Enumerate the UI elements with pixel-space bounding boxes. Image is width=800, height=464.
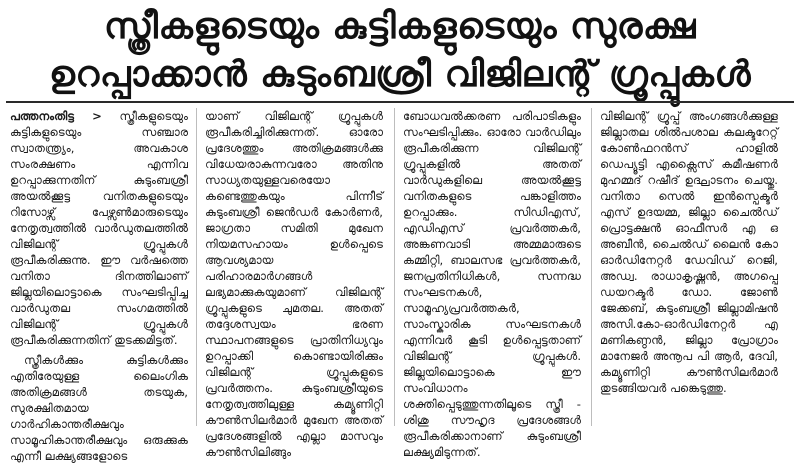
article-column-4: [600, 108, 778, 426]
article-column-3: [403, 108, 581, 459]
column-divider: [591, 108, 592, 426]
paragraph-1-text: സ്ത്രീകളുടെയും കുട്ടികളുടെയും സഞ്ചാര സ്വാതന്ത്ര്യം, അവകാശ സംരക്ഷണം എന്നിവ ഉറപ്പാക്കുന്നതിന് കുടുംബശ്രീ അയൽക്കൂട്ട വനിതകളുടെയും റിസോഴ്സ് പേഴ്സൺമാരുടെയും നേതൃത്വത്തിൽ വാർഡുതലത്തിൽ വിജിലന്റ് ഗ്രൂപ്പുകൾ രൂപീകരിക്കുന്നു. ഈ വർഷത്തെ വനിതാ ദിനത്തിലാണ് ജില്ലയിലൊട്ടാകെ സംഘടിപ്പിച്ച വാർഡുതല സംഗമത്തിൽ വിജിലന്റ് ഗ്രൂപ്പുകൾ രൂപീകരിക്കുന്നതിന് തുടക്കമിട്ടത്.: [10, 109, 189, 347]
headline-line-1: സ്ത്രീകളുടെയും കുട്ടികളുടെയും സുരക്ഷ: [104, 6, 696, 47]
article-column-2: [205, 108, 383, 459]
column-divider: [196, 108, 197, 426]
dateline: പത്തനംതിട്ട >: [10, 109, 102, 123]
column-divider: [394, 108, 395, 426]
article-paragraph-2: സ്ത്രീകൾക്കും കുട്ടികൾക്കും എതിരേയുള്ള ലൈംഗിക അതിക്രമങ്ങൾ തടയുക, സുരക്ഷിതമായ ഗാർഹികാന്തരീക്ഷവും സാമൂഹികാന്തരീക്ഷവും ഒരുക്കുക എന്നീ ലക്ഷ്യങ്ങളോടെ: [10, 353, 188, 463]
article-column-1: [10, 108, 189, 463]
column-2-text: യാണ് വിജിലന്റ് ഗ്രൂപ്പുകൾ രൂപീകരിച്ചിരിക്കുന്നത്. ഓരോ പ്രദേശത്തും അതിക്രമങ്ങൾക്കു വിധേയരാകുന്നവരോ അതിനു സാധ്യതയുള്ളവരെയോ കണ്ടെത്തുകയും പിന്നീട് കുടുംബശ്രീ ജെൻഡർ കോർണർ, ജാഗ്രതാ സമിതി മുഖേന നിയമസഹായം ഉൾപ്പെടെ ആവശ്യമായ പരിഹാരമാർഗങ്ങൾ ലഭ്യമാക്കുകയുമാണ് വിജിലന്റ് ഗ്രൂപ്പുകളുടെ ചുമതല. അതത് തദ്ദേശസ്വയം ഭരണ സ്ഥാപനങ്ങളുടെ പ്രാതിനിധ്യവും ഉറപ്പാക്കി കൊണ്ടായിരിക്കും വിജിലന്റ് ഗ്രൂപ്പുകളുടെ പ്രവർത്തനം. കുടുംബശ്രീയുടെ നേതൃത്വത്തിലുള്ള കമ്യൂണിറ്റി കൗൺസിലർമാർ മുഖേന അതത് പ്രദേശങ്ങളിൽ എല്ലാ മാസവും കൗൺസിലിങ്ങും: [205, 109, 383, 459]
headline-rule: [6, 101, 794, 103]
column-4-text: വിജിലന്റ് ഗ്രൂപ്പ് അംഗങ്ങൾക്കുള്ള ജില്ലാതല ശിൽപശാല കലക്ടറേറ്റ് കോൺഫറൻസ് ഹാളിൽ ഡെപ്യൂട്ടി എക്സൈസ് കമീഷണർ മുഹമ്മദ് റഷീദ് ഉദ്ഘാടനം ചെയ്തു. വനിതാ സെൽ ഇൻസ്പെക്ടർ എസ് ഉദയമ്മ, ജില്ലാ ചൈൽഡ് പ്രൊട്ടക്ഷൻ ഓഫീസർ എ ഒ അബീൻ, ചൈൽഡ് ലൈൻ കോ ഓർഡിനേറ്റർ ഡേവിഡ് റെജി, അഡ്വ. രാധാകൃഷ്ണൻ, അഗപ്പെ ഡയറക്ടർ ഡോ. ജോൺ ജേക്കബ്, കുടുംബശ്രീ ജില്ലാമിഷൻ അസി.കോ-ഓർഡിനേറ്റർ എ മണികണ്ഠൻ, ജില്ലാ പ്രോഗ്രാം മാനേജർ അനൂപ പി ആർ, ദേവി, കമ്യൂണിറ്റി കൗൺസിലർമാർ തുടങ്ങിയവർ പങ്കെടുത്തു.: [600, 109, 778, 395]
article-paragraph-1: [10, 108, 188, 348]
column-3-text: ബോധവൽക്കരണ പരിപാടികളും സംഘടിപ്പിക്കും. ഓരോ വാർഡിലും രൂപീകരിക്കുന്ന വിജിലന്റ് ഗ്രൂപ്പുകളിൽ അതത് വാർഡുകളിലെ അയൽക്കൂട്ട വനിതകളുടെ പങ്കാളിത്തം ഉറപ്പാക്കും. സിഡിഎസ്, എഡിഎസ് പ്രവർത്തകർ, അങ്കണവാടി അമ്മമാരുടെ കമ്മിറ്റി, ബാലസഭ പ്രവർത്തകർ, ജനപ്രതിനിധികൾ, സന്നദ്ധ സംഘടനകൾ, സാമൂഹ്യപ്രവർത്തകർ, സാംസ്കാരിക സംഘടനകൾ എന്നിവർ കൂടി ഉൾപ്പെട്ടതാണ് വിജിലന്റ് ഗ്രൂപ്പുകൾ. ജില്ലയിലൊട്ടാകെ ഈ സംവിധാനം ശക്തിപ്പെടുത്തുന്നതിലൂടെ സ്ത്രീ - ശിശു സൗഹൃദ പ്രദേശങ്ങൾ രൂപീകരിക്കാനാണ് കുടുംബശ്രീ ലക്ഷ്യമിടുന്നത്.: [403, 109, 581, 459]
headline-line-2: ഉറപ്പാക്കാൻ കുടുംബശ്രീ വിജിലന്റ് ഗ്രൂപ്പുകൾ: [48, 54, 752, 95]
